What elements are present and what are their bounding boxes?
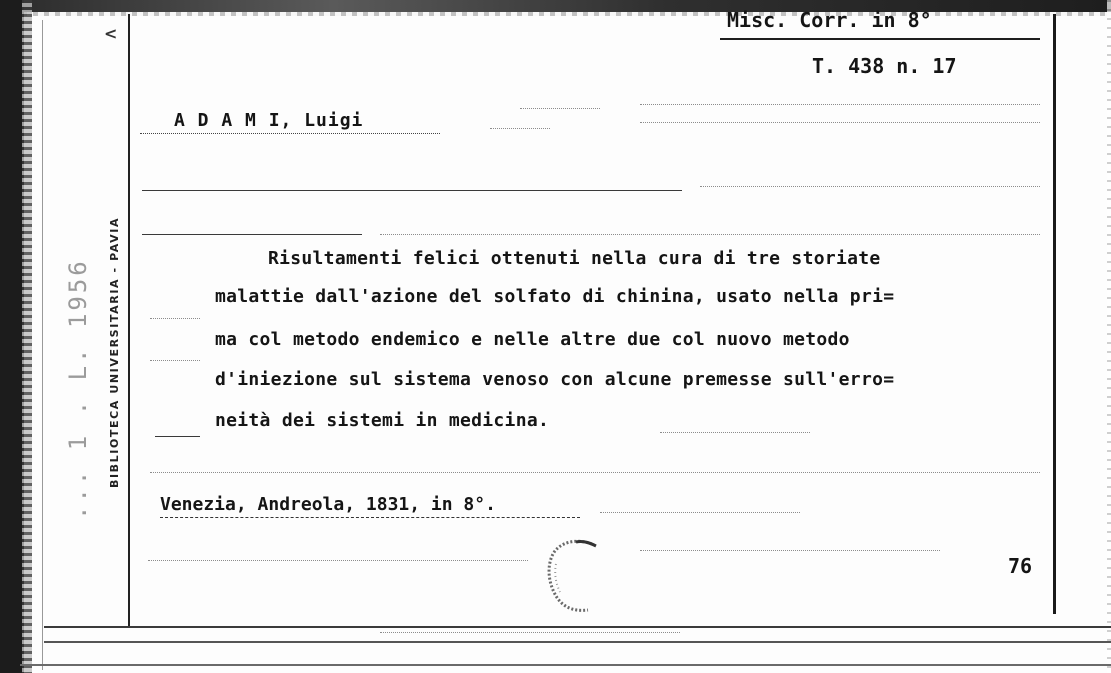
- scan-top-edge: [0, 0, 1111, 12]
- card-bottom-border-2: [44, 641, 1111, 643]
- folio-number: 76: [1008, 554, 1033, 578]
- imprint-underline: [160, 516, 580, 518]
- scan-left-edge-speckle: [22, 0, 32, 673]
- ruling-line: [600, 512, 800, 513]
- ruling-line: [150, 318, 200, 319]
- title-line: Risultamenti felici ottenuti nella cura di tre storiate: [268, 248, 881, 269]
- shelf-mark-volume: T. 438 n. 17: [812, 54, 957, 78]
- ruling-line: [520, 108, 600, 109]
- title-line: neità dei sistemi in medicina.: [215, 410, 550, 431]
- card-bottom-border-3: [20, 664, 1111, 666]
- library-stamp: BIBLIOTECA UNIVERSITARIA - PAVIA: [108, 216, 121, 488]
- author-underline: [140, 132, 440, 134]
- ruling-line: [660, 432, 810, 433]
- ruling-line: [640, 550, 940, 551]
- imprint-line: Venezia, Andreola, 1831, in 8°.: [160, 494, 496, 515]
- author-heading: A D A M I, Luigi: [174, 110, 364, 131]
- ruling-line: [142, 234, 362, 235]
- scan-top-edge-fade: [0, 12, 1111, 16]
- ruling-line: [155, 436, 200, 437]
- scan-right-edge: [1107, 0, 1111, 673]
- card-left-border: [128, 14, 130, 626]
- ruling-line: [490, 128, 550, 129]
- card-bottom-border: [44, 626, 1111, 628]
- scan-left-edge: [0, 0, 24, 673]
- stamp-mark: <: [104, 24, 118, 43]
- margin-rule: [42, 20, 43, 670]
- ruling-line: [380, 632, 680, 633]
- card-right-border: [1053, 14, 1056, 614]
- title-line: malattie dall'azione del solfato di chinina, usato nella pri=: [215, 286, 895, 307]
- ruling-line: [640, 104, 1040, 105]
- shelf-mark-underline: [720, 38, 1040, 40]
- ruling-line: [142, 190, 682, 191]
- title-line: ma col metodo endemico e nelle altre due col nuovo metodo: [215, 329, 850, 350]
- ruling-line: [700, 186, 1040, 187]
- ruling-line: [150, 472, 1040, 473]
- ruling-line: [380, 234, 1040, 235]
- faded-date-stamp: ... 1 . L. 1956: [64, 258, 92, 520]
- handwritten-flourish-mark: [536, 534, 606, 618]
- ruling-line: [148, 560, 528, 561]
- shelf-mark-collection: Misc. Corr. in 8°: [727, 8, 932, 32]
- ruling-line: [150, 360, 200, 361]
- title-line: d'iniezione sul sistema venoso con alcune premesse sull'erro=: [215, 369, 895, 390]
- ruling-line: [640, 122, 1040, 123]
